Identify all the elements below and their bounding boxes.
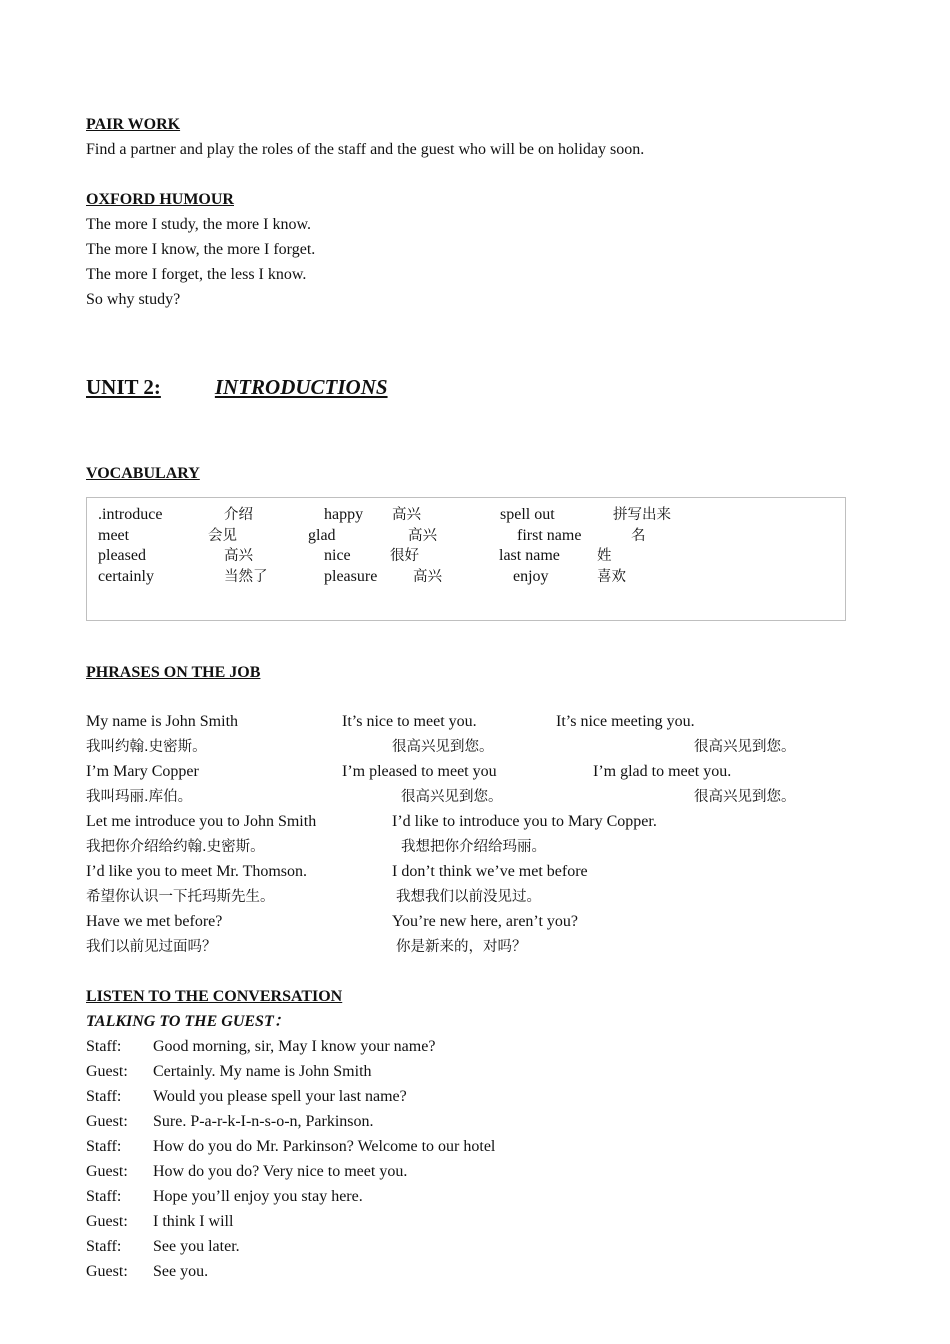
phrase: It’s nice meeting you. — [556, 713, 695, 730]
vocab-translation: 喜欢 — [597, 569, 626, 585]
vocab-word: ​.introduce — [98, 506, 163, 523]
phrase: I’m glad to meet you. — [593, 763, 732, 780]
phrase-translation: 希望你认识一下托玛斯先生。 — [86, 889, 275, 905]
dialogue-line: Sure. P-a-r-k-I-n-s-o-n, Parkinson. — [153, 1113, 374, 1130]
humour-line: The more I study, the more I know. — [86, 216, 311, 233]
phrase-translation: 我想我们以前没见过。 — [396, 889, 541, 905]
phrase: I’m Mary Copper — [86, 763, 199, 780]
phrase: I’d like to introduce you to Mary Copper. — [392, 813, 657, 830]
phrase-translation: 我叫玛丽.库伯。 — [86, 789, 193, 805]
vocab-translation: 姓 — [597, 548, 612, 564]
phrase: It’s nice to meet you. — [342, 713, 477, 730]
unit-title — [86, 374, 388, 400]
speaker: Guest: — [86, 1163, 128, 1180]
vocab-translation: 高兴 — [413, 569, 442, 585]
phrase: I don’t think we’ve met before — [392, 863, 588, 880]
speaker: Guest: — [86, 1063, 128, 1080]
vocab-word: spell out — [500, 506, 555, 523]
pair-work-heading: PAIR WORK — [86, 116, 181, 133]
vocab-translation: 会见 — [208, 528, 237, 544]
vocab-word: certainly — [98, 568, 154, 585]
dialogue-line: Would you please spell your last name? — [153, 1088, 407, 1105]
speaker: Guest: — [86, 1263, 128, 1280]
vocab-word: happy — [324, 506, 364, 523]
vocab-translation: 很好 — [390, 548, 419, 564]
phrase-translation: 你是新来的，对吗？ — [396, 939, 527, 955]
dialogue-line: Good morning, sir, May I know your name? — [153, 1038, 436, 1055]
vocab-translation: 高兴 — [392, 507, 421, 523]
speaker: Staff: — [86, 1038, 122, 1055]
phrases-heading: PHRASES ON THE JOB — [86, 664, 261, 681]
phrase: I’d like you to meet Mr. Thomson. — [86, 863, 308, 880]
phrase-translation: 我想把你介绍给玛丽。 — [401, 839, 546, 855]
dialogue-line: See you later. — [153, 1238, 240, 1255]
vocab-word: glad — [308, 527, 336, 544]
vocab-translation: 高兴 — [224, 548, 253, 564]
dialogue-line: Hope you’ll enjoy you stay here. — [153, 1188, 363, 1205]
phrase-translation: 我叫约翰.史密斯。 — [86, 739, 207, 755]
speaker: Guest: — [86, 1213, 128, 1230]
phrase-translation: 我们以前见过面吗？ — [86, 939, 217, 955]
unit-name: INTRODUCTIONS — [214, 375, 388, 399]
vocabulary-table — [86, 497, 846, 621]
conversation-subheading: TALKING TO THE GUEST： — [86, 1013, 290, 1030]
vocab-translation: 拼写出来 — [613, 507, 671, 523]
speaker: Staff: — [86, 1088, 122, 1105]
vocab-translation: 当然了 — [224, 569, 268, 585]
humour-line: So why study? — [86, 291, 181, 308]
conversation-heading: LISTEN TO THE CONVERSATION — [86, 988, 343, 1005]
pair-work-text: Find a partner and play the roles of the staff and the guest who will be on holiday soon. — [86, 141, 645, 158]
vocab-word: pleased — [98, 547, 146, 564]
vocabulary-heading: VOCABULARY — [86, 465, 200, 482]
phrase-translation: 我把你介绍给约翰.史密斯。 — [86, 839, 265, 855]
speaker: Staff: — [86, 1238, 122, 1255]
vocab-translation: 高兴 — [408, 528, 437, 544]
speaker: Staff: — [86, 1138, 122, 1155]
vocab-word: enjoy — [513, 568, 549, 585]
phrase-translation: 很高兴见到您。 — [694, 789, 796, 805]
humour-line: The more I forget, the less I know. — [86, 266, 307, 283]
vocab-word: first name — [517, 527, 582, 544]
phrase-translation: 很高兴见到您。 — [401, 789, 503, 805]
speaker: Guest: — [86, 1113, 128, 1130]
vocab-word: nice — [324, 547, 351, 564]
dialogue-line: How do you do? Very nice to meet you. — [153, 1163, 408, 1180]
humour-heading: OXFORD HUMOUR — [86, 191, 234, 208]
phrase: You’re new here, aren’t you? — [392, 913, 579, 930]
phrase-translation: 很高兴见到您。 — [694, 739, 796, 755]
dialogue-line: I think I will — [153, 1213, 234, 1230]
dialogue-line: How do you do Mr. Parkinson? Welcome to our hotel — [153, 1138, 496, 1155]
phrase: I’m pleased to meet you — [342, 763, 497, 780]
phrase: Have we met before? — [86, 913, 223, 930]
dialogue-line: See you. — [153, 1263, 209, 1280]
speaker: Staff: — [86, 1188, 122, 1205]
humour-line: The more I know, the more I forget. — [86, 241, 316, 258]
phrase-translation: 很高兴见到您。 — [392, 739, 494, 755]
vocab-translation: 介绍 — [224, 507, 253, 523]
vocab-word: pleasure — [324, 568, 378, 585]
vocab-word: meet — [98, 527, 130, 544]
dialogue-line: Certainly. My name is John Smith — [153, 1063, 372, 1080]
vocab-word: last name — [499, 547, 560, 564]
unit-number: UNIT 2: — [86, 375, 161, 399]
phrase: Let me introduce you to John Smith — [86, 813, 317, 830]
vocab-translation: 名 — [631, 528, 646, 544]
phrase: My name is John Smith — [86, 713, 239, 730]
